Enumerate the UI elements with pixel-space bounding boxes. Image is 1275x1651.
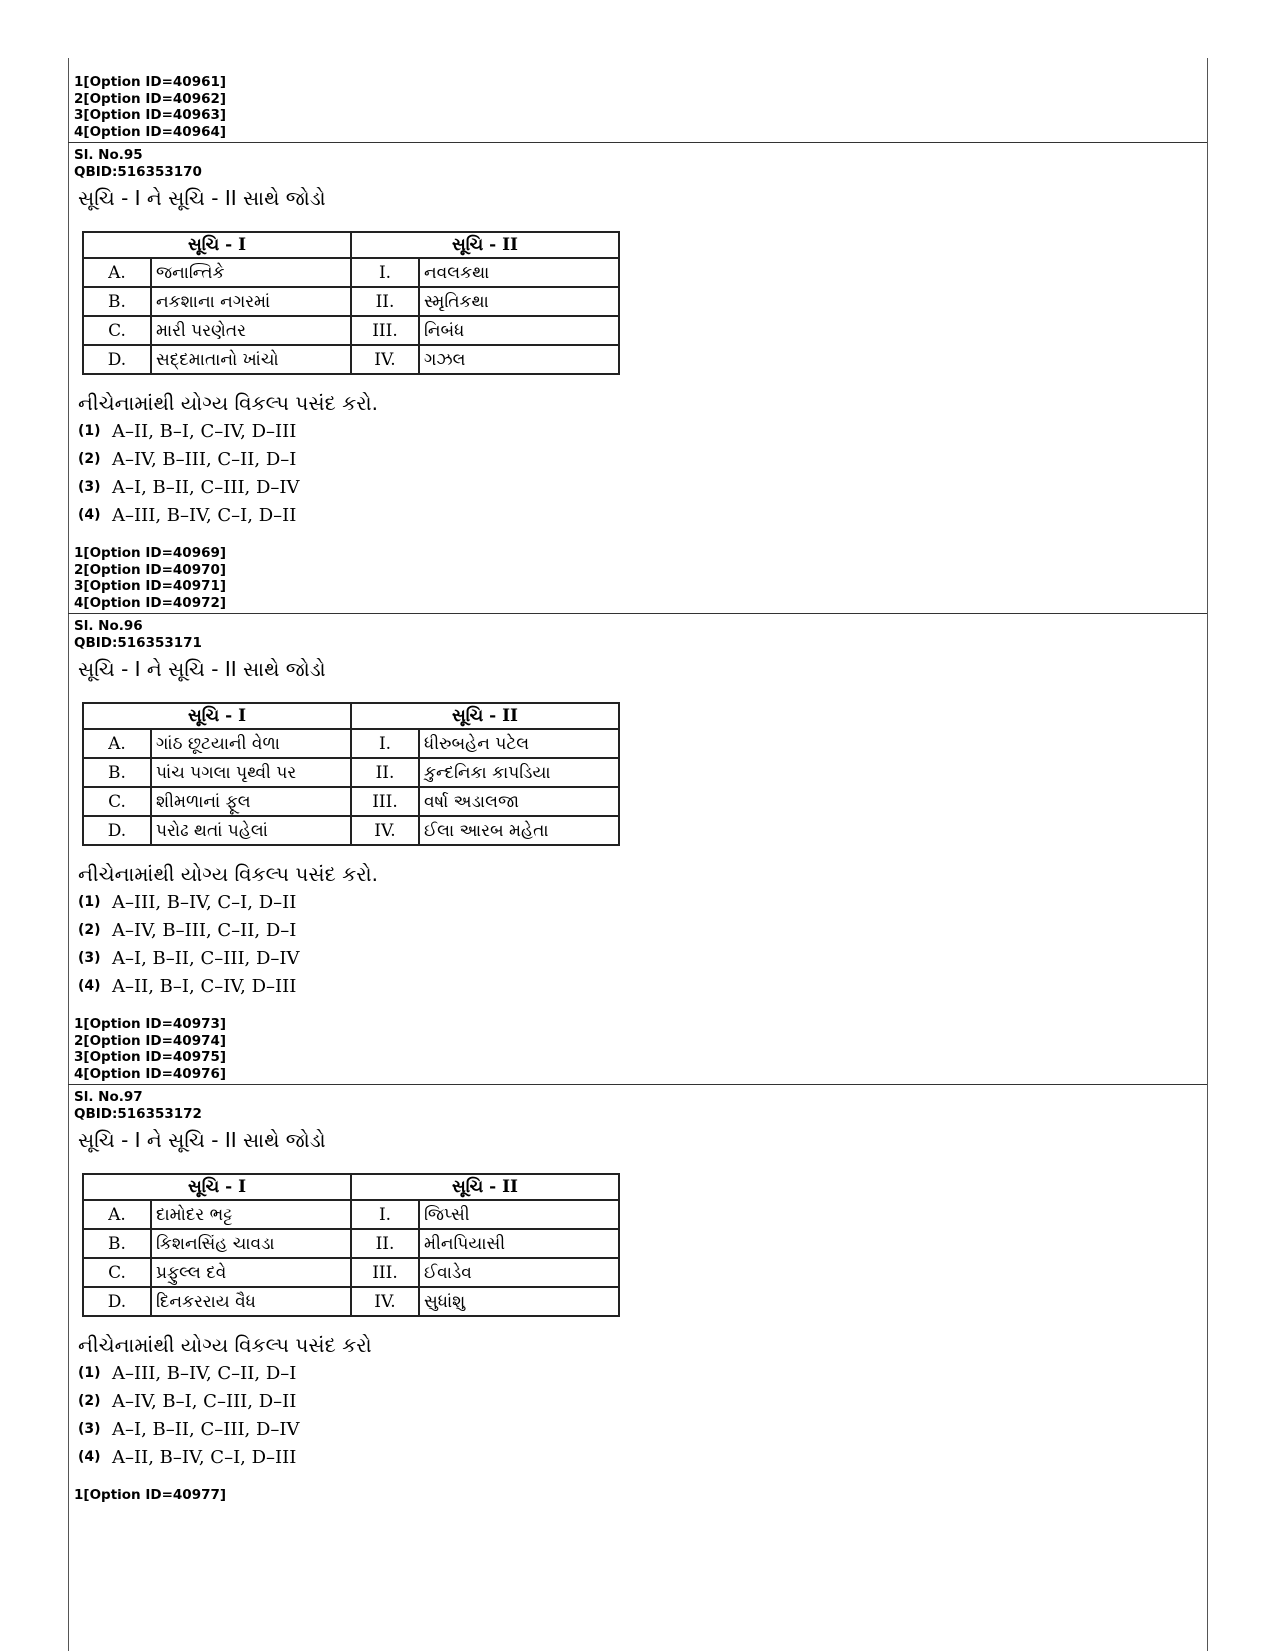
choice-text: A–I, B–II, C–III, D–IV (112, 476, 300, 498)
table-row (83, 816, 619, 845)
instruction: નીચેનામાંથી યોગ્ય વિકલ્પ પસંદ કરો. (78, 391, 378, 415)
list2-label: I. (351, 1200, 419, 1229)
list1-label: B. (83, 287, 151, 316)
list2-label: III. (351, 1258, 419, 1287)
list1-item: જનાન્તિકે (151, 258, 351, 287)
divider (68, 142, 1207, 143)
match-table (82, 231, 620, 375)
list1-item: મારી પરણેતર (151, 316, 351, 345)
answer-choice[interactable] (78, 501, 1194, 529)
serial-number: Sl. No.96 (74, 618, 143, 634)
list2-label: I. (351, 729, 419, 758)
instruction: નીચેનામાંથી યોગ્ય વિકલ્પ પસંદ કરો (78, 1333, 372, 1357)
answer-choices (78, 417, 1194, 529)
choice-number: (2) (78, 451, 101, 467)
list1-header: સૂચિ - I (83, 232, 351, 258)
list2-label: III. (351, 787, 419, 816)
serial-number: Sl. No.95 (74, 147, 143, 163)
answer-choice[interactable] (78, 1359, 1194, 1387)
table-row (83, 1200, 619, 1229)
list2-label: II. (351, 1229, 419, 1258)
choice-text: A–II, B–IV, C–I, D–III (112, 1446, 297, 1468)
list1-header: સૂચિ - I (83, 1174, 351, 1200)
question-96 (74, 618, 1194, 1000)
option-id: 1[Option ID=40969] (74, 545, 227, 561)
list2-item: ઈવાડેવ (419, 1258, 619, 1287)
list2-item: ગઝલ (419, 345, 619, 374)
option-id: 4[Option ID=40972] (74, 594, 227, 611)
list2-item: સુધાંશુ (419, 1287, 619, 1316)
answer-choices (78, 1359, 1194, 1471)
match-table (82, 702, 620, 846)
choice-text: A–IV, B–III, C–II, D–I (112, 919, 297, 941)
option-id: 2[Option ID=40970] (74, 561, 227, 578)
option-id: 1[Option ID=40973] (74, 1016, 227, 1032)
list2-item: સ્મૃતિકથા (419, 287, 619, 316)
list2-label: II. (351, 758, 419, 787)
list2-item: નવલકથા (419, 258, 619, 287)
list1-item: સદ્દમાતાનો ખાંચો (151, 345, 351, 374)
choice-number: (4) (78, 1449, 101, 1465)
list2-label: IV. (351, 345, 419, 374)
table-row (83, 1287, 619, 1316)
list1-item: પરોઢ થતાં પહેલાં (151, 816, 351, 845)
option-id: 2[Option ID=40962] (74, 90, 227, 107)
choice-number: (4) (78, 978, 101, 994)
qbid: QBID:516353171 (74, 634, 202, 651)
question-text: સૂચિ - I ને સૂચિ - II સાથે જોડો (78, 186, 326, 210)
list1-item: પ્રફુલ્લ દવે (151, 1258, 351, 1287)
list2-label: II. (351, 287, 419, 316)
list2-item: ઈલા આરબ મહેતા (419, 816, 619, 845)
option-id: 1[Option ID=40961] (74, 74, 227, 90)
option-id: 4[Option ID=40976] (74, 1065, 227, 1082)
choice-text: A–II, B–I, C–IV, D–III (112, 975, 297, 997)
list2-label: III. (351, 316, 419, 345)
choice-number: (1) (78, 1365, 101, 1381)
answer-choice[interactable] (78, 473, 1194, 501)
choice-text: A–I, B–II, C–III, D–IV (112, 1418, 300, 1440)
answer-choice[interactable] (78, 445, 1194, 473)
list1-label: D. (83, 345, 151, 374)
list1-label: A. (83, 1200, 151, 1229)
table-row (83, 345, 619, 374)
question-text: સૂચિ - I ને સૂચિ - II સાથે જોડો (78, 1128, 326, 1152)
list1-label: C. (83, 1258, 151, 1287)
list2-header: સૂચિ - II (351, 232, 619, 258)
answer-choice[interactable] (78, 888, 1194, 916)
table-row (83, 316, 619, 345)
option-id: 3[Option ID=40963] (74, 107, 227, 123)
question-text: સૂચિ - I ને સૂચિ - II સાથે જોડો (78, 657, 326, 681)
choice-text: A–IV, B–I, C–III, D–II (112, 1390, 297, 1412)
list1-item: કિશનસિંહ ચાવડા (151, 1229, 351, 1258)
list1-item: દામોદર ભટ્ટ (151, 1200, 351, 1229)
list1-item: શીમળાનાં ફૂલ (151, 787, 351, 816)
choice-text: A–III, B–IV, C–I, D–II (112, 891, 297, 913)
table-row (83, 258, 619, 287)
option-ids-95 (74, 545, 226, 611)
instruction: નીચેનામાંથી યોગ્ય વિકલ્પ પસંદ કરો. (78, 862, 378, 886)
list1-label: C. (83, 316, 151, 345)
question-95 (74, 147, 1194, 529)
list2-item: ધીરુબહેન પટેલ (419, 729, 619, 758)
list2-item: જિપ્સી (419, 1200, 619, 1229)
divider (68, 1084, 1207, 1085)
option-id: 4[Option ID=40964] (74, 123, 227, 140)
table-header-row (83, 232, 619, 258)
choice-number: (1) (78, 894, 101, 910)
choice-text: A–III, B–IV, C–I, D–II (112, 504, 297, 526)
list2-item: વર્ષા અડાલજા (419, 787, 619, 816)
answer-choice[interactable] (78, 1387, 1194, 1415)
table-row (83, 729, 619, 758)
list1-item: દિનકરરાય વૈધ (151, 1287, 351, 1316)
match-table (82, 1173, 620, 1317)
list2-item: કુન્દનિકા કાપડિયા (419, 758, 619, 787)
list1-label: B. (83, 758, 151, 787)
answer-choice[interactable] (78, 1443, 1194, 1471)
choice-text: A–IV, B–III, C–II, D–I (112, 448, 297, 470)
list1-header: સૂચિ - I (83, 703, 351, 729)
choice-number: (3) (78, 479, 101, 495)
answer-choice[interactable] (78, 916, 1194, 944)
list2-label: I. (351, 258, 419, 287)
qbid: QBID:516353172 (74, 1105, 202, 1122)
choice-text: A–II, B–I, C–IV, D–III (112, 420, 297, 442)
choice-number: (2) (78, 1393, 101, 1409)
table-row (83, 1258, 619, 1287)
list1-label: D. (83, 1287, 151, 1316)
list2-label: IV. (351, 816, 419, 845)
table-header-row (83, 1174, 619, 1200)
choice-number: (3) (78, 1421, 101, 1437)
list2-label: IV. (351, 1287, 419, 1316)
list1-item: પાંચ પગલા પૃથ્વી પર (151, 758, 351, 787)
choice-number: (2) (78, 922, 101, 938)
list2-header: સૂચિ - II (351, 703, 619, 729)
list1-label: A. (83, 258, 151, 287)
qbid: QBID:516353170 (74, 163, 202, 180)
list1-label: D. (83, 816, 151, 845)
answer-choice[interactable] (78, 417, 1194, 445)
table-row (83, 758, 619, 787)
choice-text: A–III, B–IV, C–II, D–I (112, 1362, 297, 1384)
choice-number: (1) (78, 423, 101, 439)
option-id: 2[Option ID=40974] (74, 1032, 227, 1049)
divider (68, 613, 1207, 614)
serial-number: Sl. No.97 (74, 1089, 143, 1105)
choice-number: (3) (78, 950, 101, 966)
list1-item: ગાંઠ છૂટયાની વેળા (151, 729, 351, 758)
list1-label: A. (83, 729, 151, 758)
list1-label: C. (83, 787, 151, 816)
option-id: 3[Option ID=40975] (74, 1049, 227, 1065)
option-id: 3[Option ID=40971] (74, 578, 227, 594)
answer-choice[interactable] (78, 972, 1194, 1000)
choice-number: (4) (78, 507, 101, 523)
answer-choice[interactable] (78, 1415, 1194, 1443)
top-option-ids (74, 74, 226, 140)
option-id: 1[Option ID=40977] (74, 1487, 227, 1503)
table-row (83, 287, 619, 316)
table-header-row (83, 703, 619, 729)
list2-item: નિબંધ (419, 316, 619, 345)
table-row (83, 787, 619, 816)
list1-label: B. (83, 1229, 151, 1258)
option-ids-97 (74, 1487, 226, 1504)
answer-choices (78, 888, 1194, 1000)
table-row (83, 1229, 619, 1258)
option-ids-96 (74, 1016, 226, 1082)
list1-item: નકશાના નગરમાં (151, 287, 351, 316)
choice-text: A–I, B–II, C–III, D–IV (112, 947, 300, 969)
answer-choice[interactable] (78, 944, 1194, 972)
list2-item: મીનપિયાસી (419, 1229, 619, 1258)
question-97 (74, 1089, 1194, 1471)
list2-header: સૂચિ - II (351, 1174, 619, 1200)
